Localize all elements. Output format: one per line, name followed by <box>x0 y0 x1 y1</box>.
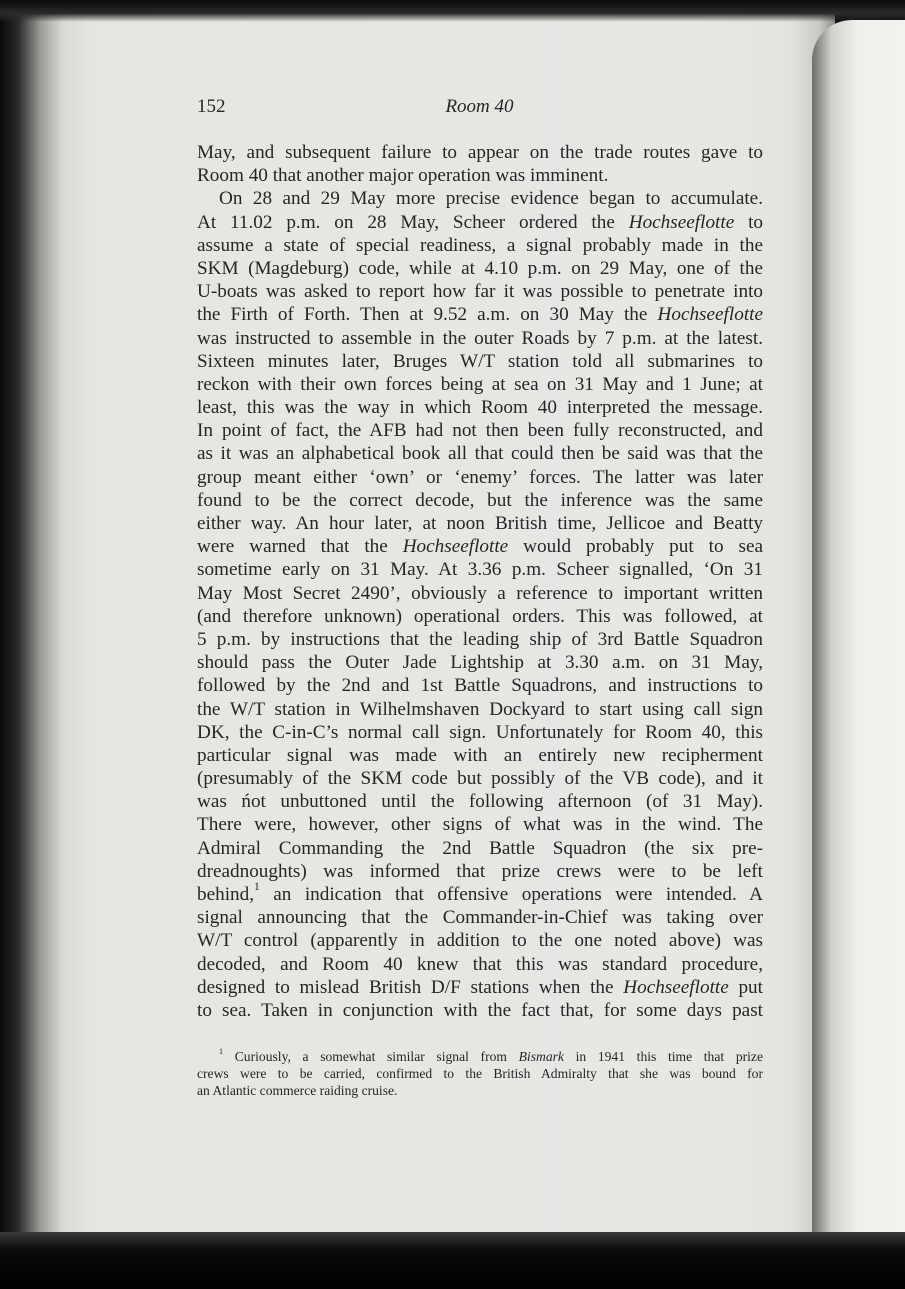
text-line: SKM (Magdeburg) code, while at 4.10 p.m. on 29 May, one of the <box>197 257 763 279</box>
scan-shadow-bottom <box>0 1232 905 1289</box>
text-line: There were, however, other signs of what was in the wind. The <box>197 814 763 836</box>
text-line: May, and subsequent failure to appear on the trade routes gave to <box>197 142 763 163</box>
italic-text: Bismark <box>518 1049 564 1064</box>
text-line: Sixteen minutes later, Bruges W/T station told all submarines to <box>197 350 763 372</box>
text-line: (presumably of the SKM code but possibly of the VB code), and it <box>197 768 763 790</box>
text-line: the W/T station in Wilhelmshaven Dockyard to start using call sign <box>197 698 763 720</box>
footnote <box>197 1048 763 1100</box>
text-line: particular signal was made with an entirely new recipherment <box>197 744 763 766</box>
text-line: to sea. Taken in conjunction with the fact that, for some days past <box>197 999 763 1021</box>
running-title: Room 40 <box>445 96 514 117</box>
text-line: followed by the 2nd and 1st Battle Squadrons, and instructions to <box>197 675 763 697</box>
text-line: dreadnoughts) was informed that prize crews were to be left <box>197 860 763 882</box>
facing-page-edge <box>812 20 905 1236</box>
italic-text: Hochseeflotte <box>402 536 509 558</box>
text-line: sometime early on 31 May. At 3.36 p.m. Scheer signalled, ‘On 31 <box>197 559 763 581</box>
text-line: the Firth of Forth. Then at 9.52 a.m. on 30 May the Hochseeflotte <box>197 304 763 326</box>
text-line: Room 40 that another major operation was imminent. <box>197 165 609 187</box>
text-line: found to be the correct decode, but the inference was the same <box>197 489 763 511</box>
text-line: as it was an alphabetical book all that could then be said was that the <box>197 443 763 465</box>
text-line: decoded, and Room 40 knew that this was standard procedure, <box>197 953 763 975</box>
italic-text: Hochseeflotte <box>623 976 729 998</box>
scan-shadow-top <box>0 0 905 22</box>
italic-text: Hochseeflotte <box>657 304 763 326</box>
text-line: least, this was the way in which Room 40 interpreted the message. <box>197 397 763 419</box>
text-line: assume a state of special readiness, a signal probably made in the <box>197 234 763 256</box>
body-text <box>197 141 763 1022</box>
text-line: 5 p.m. by instructions that the leading ship of 3rd Battle Squadron <box>197 628 763 650</box>
text-line: were warned that the Hochseeflotte would probably put to sea <box>197 536 763 558</box>
text-line: DK, the C-in-C’s normal call sign. Unfortunately for Room 40, this <box>197 721 763 743</box>
footnote-line: crews were to be carried, confirmed to the British Admiralty that she was bound for <box>197 1066 763 1082</box>
text-line: May Most Secret 2490’, obviously a reference to important written <box>197 582 763 604</box>
text-line: was ńot unbuttoned until the following afternoon (of 31 May). <box>197 791 763 813</box>
text-line: was instructed to assemble in the outer Roads by 7 p.m. at the latest. <box>197 327 763 349</box>
footnote-line: $^1$ Curiously, a somewhat similar signal from Bismark in 1941 this time that prize <box>219 1047 763 1064</box>
text-line: group meant either ‘own’ or ‘enemy’ forces. The latter was later <box>197 466 763 488</box>
italic-text: Hochseeflotte <box>628 211 735 233</box>
text-line: W/T control (apparently in addition to the one noted above) was <box>197 930 763 952</box>
text-line: Admiral Commanding the 2nd Battle Squadron (the six pre- <box>197 837 763 859</box>
text-line: At 11.02 p.m. on 28 May, Scheer ordered the Hochseeflotte to <box>197 211 763 233</box>
text-line: In point of fact, the AFB had not then been fully reconstructed, and <box>197 420 763 442</box>
text-line: behind,$^1$ an indication that offensive operations were intended. A <box>197 881 763 905</box>
text-line: either way. An hour later, at noon British time, Jellicoe and Beatty <box>197 513 763 534</box>
text-line: On 28 and 29 May more precise evidence began to accumulate. <box>219 188 763 210</box>
page-number: 152 <box>197 96 226 117</box>
footnote-marker: 1 <box>219 1047 224 1056</box>
footnote-marker: 1 <box>254 881 260 893</box>
text-line: U-boats was asked to report how far it was possible to penetrate into <box>197 281 763 303</box>
text-line: signal announcing that the Commander-in-Chief was taking over <box>197 907 763 929</box>
footnote-line: an Atlantic commerce raiding cruise. <box>197 1083 398 1099</box>
text-line: reckon with their own forces being at sea on 31 May and 1 June; at <box>197 373 763 395</box>
text-line: should pass the Outer Jade Lightship at 3.30 a.m. on 31 May, <box>197 652 763 674</box>
text-line: (and therefore unknown) operational orders. This was followed, at <box>197 605 763 627</box>
text-line: designed to mislead British D/F stations when the Hochseeflotte put <box>197 976 763 998</box>
